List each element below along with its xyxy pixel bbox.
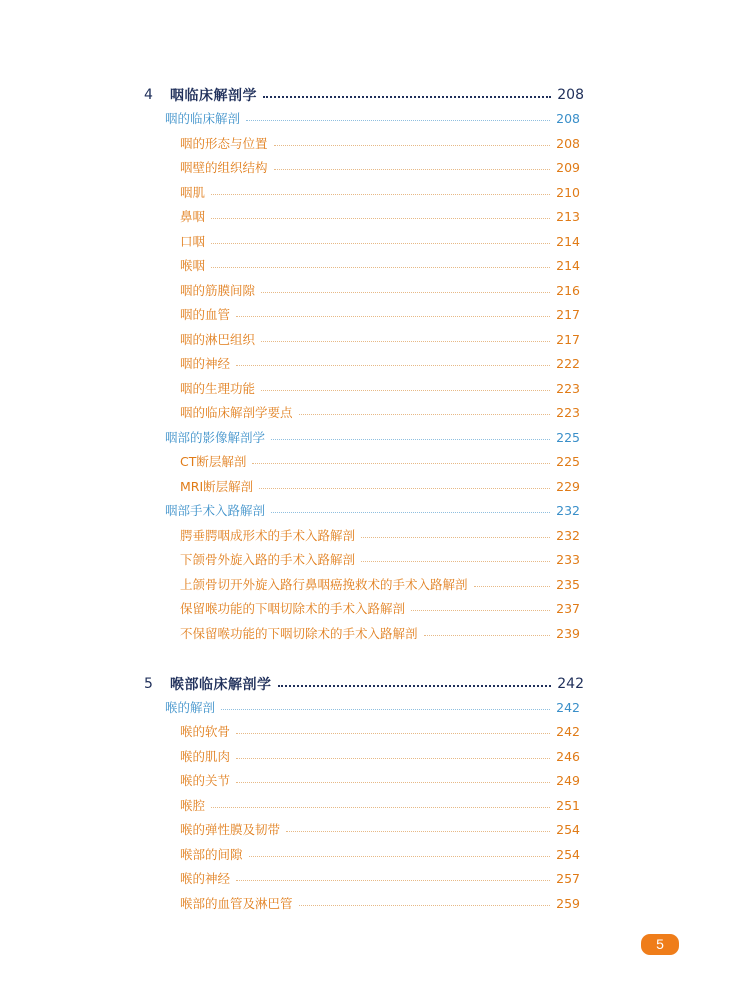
toc-entry-title: 咽的神经 (180, 356, 231, 371)
dot-leader (278, 685, 552, 687)
dot-leader (236, 365, 550, 366)
toc-entry-title: 喉咽 (180, 258, 206, 273)
toc-entry-title: 咽的临床解剖 (165, 111, 241, 126)
toc-entry-title: 不保留喉功能的下咽切除术的手术入路解剖 (180, 626, 418, 641)
toc-entry-title: CT断层解剖 (180, 454, 247, 469)
toc-subsection-entry[interactable] (180, 231, 580, 251)
toc-entry-page-number: 223 (556, 404, 580, 420)
toc-entry-title: 咽的血管 (180, 307, 231, 322)
toc-entry-page-number: 235 (556, 576, 580, 592)
dot-leader (286, 831, 550, 832)
toc-entry-page-number: 225 (556, 453, 580, 469)
toc-entry-title: 咽肌 (180, 185, 206, 200)
toc-entry-page-number: 210 (556, 184, 580, 200)
toc-section-entry[interactable] (165, 108, 580, 128)
toc-entry-title: 咽壁的组织结构 (180, 160, 268, 175)
toc-entry-page-number: 242 (557, 676, 584, 692)
toc-subsection-entry[interactable] (180, 329, 580, 349)
toc-entry-title: 咽的临床解剖学要点 (180, 405, 293, 420)
toc-subsection-entry[interactable] (180, 133, 580, 153)
toc-subsection-entry[interactable] (180, 402, 580, 422)
toc-subsection-entry[interactable] (180, 353, 580, 373)
toc-entry-page-number: 223 (556, 380, 580, 396)
toc-entry-title: 下颌骨外旋入路的手术入路解剖 (180, 552, 356, 567)
toc-subsection-entry[interactable] (180, 795, 580, 815)
dot-leader (361, 537, 550, 538)
toc-entry-title: 咽临床解剖学 (170, 88, 257, 104)
dot-leader (249, 856, 551, 857)
toc-entry-page-number: 237 (556, 600, 580, 616)
toc-entry-page-number: 217 (556, 331, 580, 347)
toc-entry-page-number: 229 (556, 478, 580, 494)
toc-subsection-entry[interactable] (180, 182, 580, 202)
toc-subsection-entry[interactable] (180, 819, 580, 839)
dot-leader (211, 243, 550, 244)
toc-chapter-entry[interactable] (144, 674, 584, 694)
toc-entry-title: 喉的解剖 (165, 700, 216, 715)
dot-leader (211, 267, 550, 268)
toc-entry-title: 腭垂腭咽成形术的手术入路解剖 (180, 528, 356, 543)
toc-entry-title: 咽部手术入路解剖 (165, 503, 266, 518)
toc-subsection-entry[interactable] (180, 476, 580, 496)
toc-entry-page-number: 233 (556, 551, 580, 567)
toc-entry-title: MRI断层解剖 (180, 479, 254, 494)
toc-entry-title: 喉的软骨 (180, 724, 231, 739)
toc-entry-title: 咽的淋巴组织 (180, 332, 256, 347)
toc-entry-page-number: 257 (556, 870, 580, 886)
toc-subsection-entry[interactable] (180, 451, 580, 471)
toc-chapter-entry[interactable] (144, 85, 584, 105)
toc-entry-title: 鼻咽 (180, 209, 206, 224)
dot-leader (261, 390, 550, 391)
toc-entry-page-number: 208 (556, 135, 580, 151)
toc-subsection-entry[interactable] (180, 206, 580, 226)
dot-leader (221, 709, 550, 710)
dot-leader (474, 586, 551, 587)
dot-leader (236, 758, 550, 759)
toc-subsection-entry[interactable] (180, 598, 580, 618)
dot-leader (236, 782, 550, 783)
toc-entry-page-number: 239 (556, 625, 580, 641)
toc-entry-title: 保留喉功能的下咽切除术的手术入路解剖 (180, 601, 406, 616)
dot-leader (263, 96, 551, 98)
dot-leader (274, 169, 551, 170)
dot-leader (211, 194, 550, 195)
toc-entry-page-number: 249 (556, 772, 580, 788)
toc-section-entry[interactable] (165, 697, 580, 717)
toc-entry-title: 喉的神经 (180, 871, 231, 886)
toc-entry-page-number: 232 (556, 502, 580, 518)
toc-entry-page-number: 254 (556, 846, 580, 862)
toc-subsection-entry[interactable] (180, 574, 580, 594)
toc-entry-title: 咽部的影像解剖学 (165, 430, 266, 445)
toc-subsection-entry[interactable] (180, 721, 580, 741)
toc-entry-title: 喉的关节 (180, 773, 231, 788)
toc-entry-title: 口咽 (180, 234, 206, 249)
dot-leader (299, 905, 551, 906)
toc-entry-title: 上颌骨切开外旋入路行鼻咽癌挽救术的手术入路解剖 (180, 577, 468, 592)
toc-subsection-entry[interactable] (180, 868, 580, 888)
toc-entry-page-number: 246 (556, 748, 580, 764)
toc-entry-page-number: 213 (556, 208, 580, 224)
toc-section-entry[interactable] (165, 427, 580, 447)
toc-subsection-entry[interactable] (180, 304, 580, 324)
toc-entry-title: 喉部临床解剖学 (170, 677, 272, 693)
dot-leader (411, 610, 550, 611)
toc-subsection-entry[interactable] (180, 549, 580, 569)
toc-subsection-entry[interactable] (180, 378, 580, 398)
toc-entry-page-number: 222 (556, 355, 580, 371)
dot-leader (246, 120, 550, 121)
toc-entry-page-number: 225 (556, 429, 580, 445)
toc-entry-page-number: 242 (556, 723, 580, 739)
toc-subsection-entry[interactable] (180, 844, 580, 864)
toc-subsection-entry[interactable] (180, 746, 580, 766)
toc-subsection-entry[interactable] (180, 623, 580, 643)
toc-subsection-entry[interactable] (180, 280, 580, 300)
dot-leader (274, 145, 551, 146)
toc-entry-page-number: 214 (556, 233, 580, 249)
toc-entry-title: 咽的筋膜间隙 (180, 283, 256, 298)
toc-entry-page-number: 259 (556, 895, 580, 911)
dot-leader (211, 218, 550, 219)
toc-subsection-entry[interactable] (180, 770, 580, 790)
dot-leader (271, 512, 550, 513)
toc-entry-title: 喉部的血管及淋巴管 (180, 896, 293, 911)
toc-entry-page-number: 208 (556, 110, 580, 126)
dot-leader (261, 292, 550, 293)
dot-leader (211, 807, 550, 808)
toc-entry-title: 喉腔 (180, 798, 206, 813)
toc-entry-title: 喉的肌肉 (180, 749, 231, 764)
toc-entry-page-number: 232 (556, 527, 580, 543)
dot-leader (424, 635, 551, 636)
toc-subsection-entry[interactable] (180, 525, 580, 545)
dot-leader (236, 880, 550, 881)
dot-leader (252, 463, 550, 464)
toc-entry-page-number: 208 (557, 87, 584, 103)
toc-entry-page-number: 242 (556, 699, 580, 715)
toc-entry-page-number: 251 (556, 797, 580, 813)
dot-leader (236, 733, 550, 734)
page-number-badge: 5 (641, 934, 679, 955)
toc-entry-page-number: 209 (556, 159, 580, 175)
toc-entry-title: 咽的形态与位置 (180, 136, 268, 151)
toc-entry-title: 咽的生理功能 (180, 381, 256, 396)
toc-entry-page-number: 217 (556, 306, 580, 322)
toc-subsection-entry[interactable] (180, 893, 580, 913)
dot-leader (271, 439, 550, 440)
dot-leader (299, 414, 551, 415)
chapter-number: 5 (144, 676, 153, 692)
dot-leader (236, 316, 550, 317)
toc-entry-page-number: 214 (556, 257, 580, 273)
toc-entry-title: 喉部的间隙 (180, 847, 243, 862)
dot-leader (361, 561, 550, 562)
dot-leader (259, 488, 550, 489)
toc-subsection-entry[interactable] (180, 157, 580, 177)
toc-entry-title: 喉的弹性膜及韧带 (180, 822, 281, 837)
chapter-number: 4 (144, 87, 153, 103)
dot-leader (261, 341, 550, 342)
toc-subsection-entry[interactable] (180, 255, 580, 275)
toc-entry-page-number: 216 (556, 282, 580, 298)
toc-section-entry[interactable] (165, 500, 580, 520)
toc-entry-page-number: 254 (556, 821, 580, 837)
